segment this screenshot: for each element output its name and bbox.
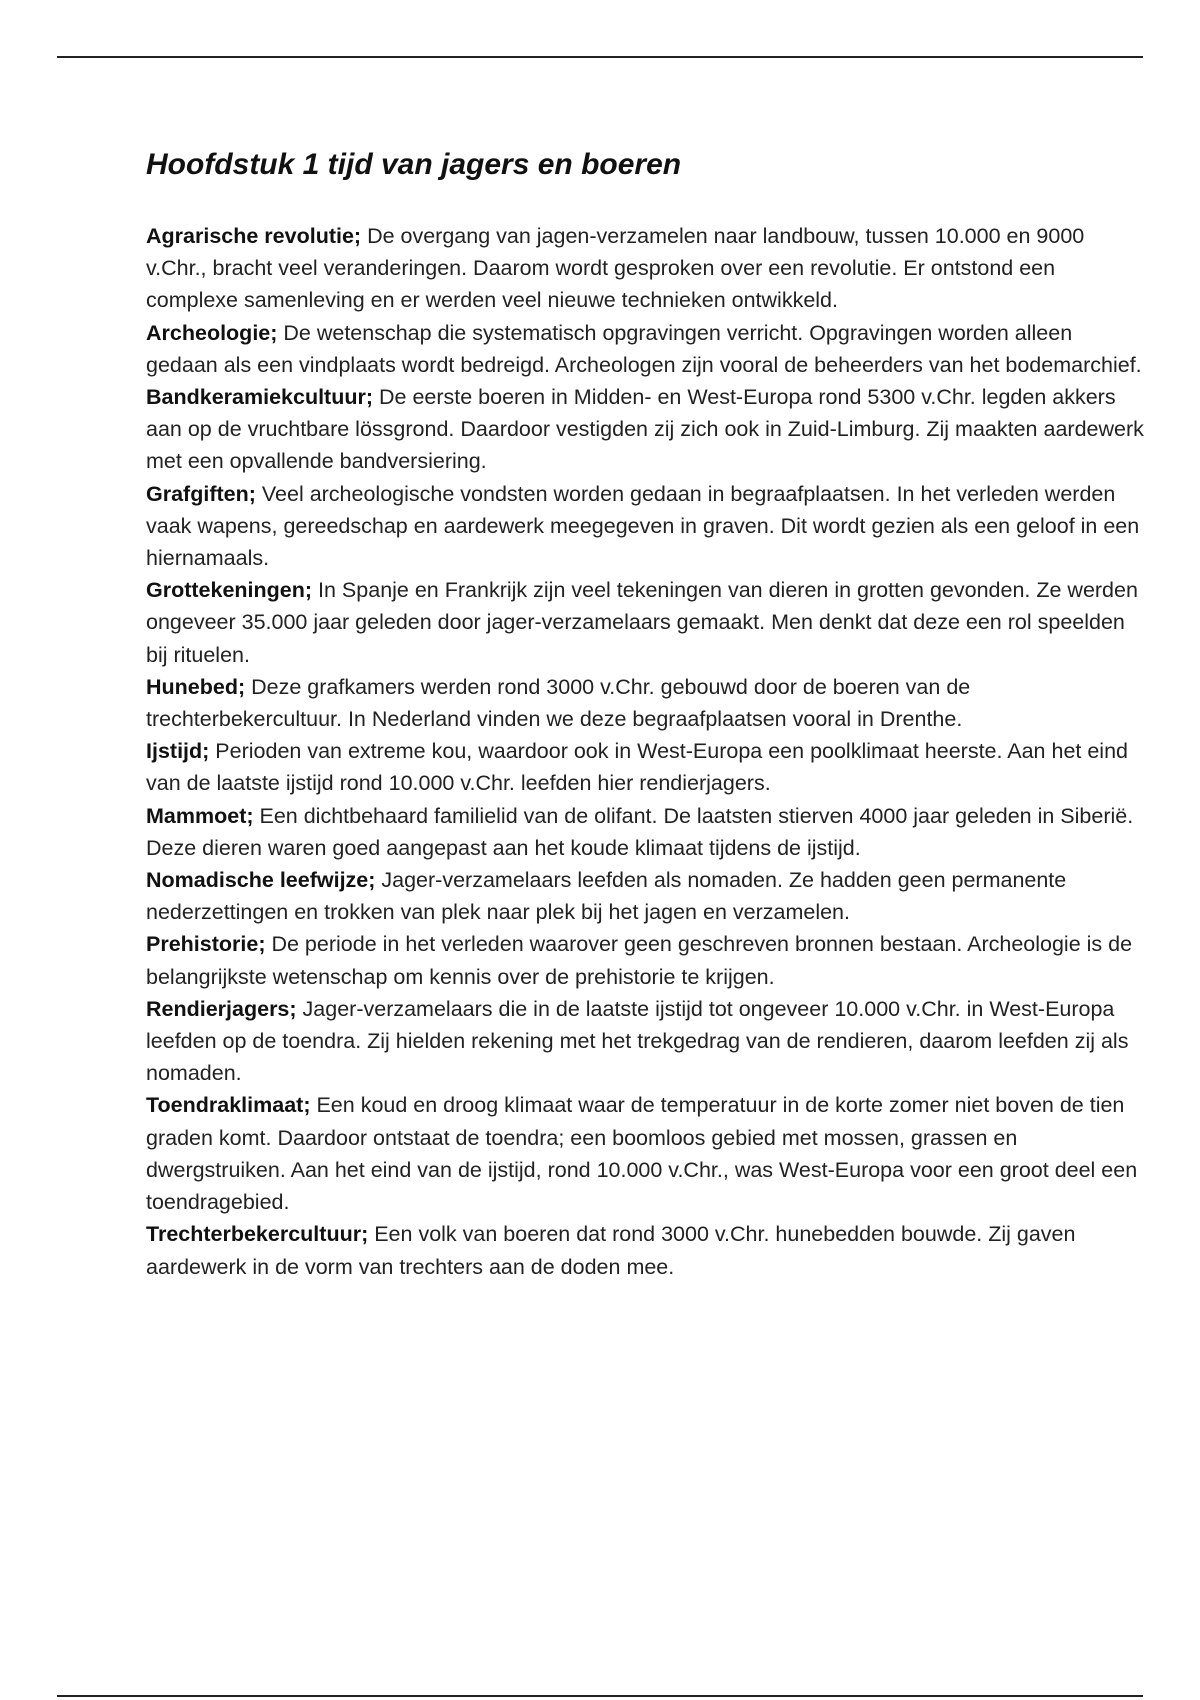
- glossary-entry-mammoet: [146, 800, 1146, 864]
- bottom-horizontal-rule: [57, 1695, 1143, 1697]
- glossary-term: Toendraklimaat;: [146, 1093, 311, 1118]
- glossary-entry-rendierjagers: [146, 993, 1146, 1090]
- glossary-term: Rendierjagers;: [146, 996, 297, 1021]
- glossary-term: Nomadische leefwijze;: [146, 868, 376, 893]
- glossary-entry-grottekeningen: [146, 574, 1146, 671]
- document-body: [146, 146, 1146, 1283]
- glossary-definition: De overgang van jagen-verzamelen naar landbouw, tussen 10.000 en 9000 v.Chr., bracht veel veranderingen. Daarom wordt gesproken over een revolutie. Er ontstond een complexe samenleving en er werden veel nieuwe technieken ontwikkeld.: [146, 224, 1085, 313]
- glossary-term: Grafgiften;: [146, 481, 256, 506]
- glossary-entry-prehistorie: [146, 928, 1146, 992]
- glossary-list: [146, 220, 1146, 1283]
- glossary-entry-archeologie: [146, 317, 1146, 381]
- top-horizontal-rule: [57, 56, 1143, 58]
- glossary-entry-bandkeramiekcultuur: [146, 381, 1146, 478]
- glossary-definition: De eerste boeren in Midden- en West-Europa rond 5300 v.Chr. legden akkers aan op de vruchtbare lössgrond. Daardoor vestigden zij zich ook in Zuid-Limburg. Zij maakten aardewerk met een opvallende bandversiering.: [146, 385, 1144, 474]
- glossary-definition: De periode in het verleden waarover geen geschreven bronnen bestaan. Archeologie is de belangrijkste wetenschap om kennis over de prehistorie te krijgen.: [146, 932, 1133, 989]
- glossary-definition: In Spanje en Frankrijk zijn veel tekeningen van dieren in grotten gevonden. Ze werden ongeveer 35.000 jaar geleden door jager-verzamelaars gemaakt. Men denkt dat deze een rol speelden bij rituelen.: [146, 578, 1138, 667]
- glossary-entry-toendraklimaat: [146, 1089, 1146, 1218]
- page-title: Hoofdstuk 1 tijd van jagers en boeren: [146, 148, 682, 181]
- glossary-entry-agrarische-revolutie: [146, 220, 1146, 317]
- glossary-term: Grottekeningen;: [146, 578, 313, 603]
- glossary-definition: Deze grafkamers werden rond 3000 v.Chr. gebouwd door de boeren van de trechterbekercultuur. In Nederland vinden we deze begraafplaatsen vooral in Drenthe.: [146, 674, 971, 732]
- glossary-term: Agrarische revolutie;: [146, 224, 362, 248]
- glossary-entry-hunebed: [146, 671, 1146, 735]
- glossary-definition: Veel archeologische vondsten worden gedaan in begraafplaatsen. In het verleden werden vaak wapens, gereedschap en aardewerk meegegeven in graven. Dit wordt gezien als een geloof in een hiernamaals.: [146, 481, 1140, 571]
- glossary-definition: De wetenschap die systematisch opgravingen verricht. Opgravingen worden alleen gedaan als een vindplaats wordt bedreigd. Archeologen zijn vooral de beheerders van het bodemarchief.: [146, 320, 1142, 377]
- glossary-definition: Jager-verzamelaars die in de laatste ijstijd tot ongeveer 10.000 v.Chr. in West-Europa leefden op de toendra. Zij hielden rekening met het trekgedrag van de rendieren, daarom leefden zij als nomaden.: [146, 996, 1129, 1086]
- glossary-entry-ijstijd: [146, 735, 1146, 799]
- glossary-definition: Een koud en droog klimaat waar de temperatuur in de korte zomer niet boven de tien graden komt. Daardoor ontstaat de toendra; een boomloos gebied met mossen, grassen en dwergstruiken. Aan het eind van de ijstijd, rond 10.000 v.Chr., was West-Europa voor een groot deel een toendragebied.: [146, 1093, 1138, 1215]
- glossary-definition: Perioden van extreme kou, waardoor ook in West-Europa een poolklimaat heerste. Aan het eind van de laatste ijstijd rond 10.000 v.Chr. leefden hier rendierjagers.: [146, 739, 1128, 796]
- glossary-definition: Jager-verzamelaars leefden als nomaden. Ze hadden geen permanente nederzettingen en trokken van plek naar plek bij het jagen en verzamelen.: [146, 868, 1067, 925]
- glossary-definition: Een volk van boeren dat rond 3000 v.Chr. hunebedden bouwde. Zij gaven aardewerk in de vorm van trechters aan de doden mee.: [146, 1222, 1076, 1279]
- glossary-term: Prehistorie;: [146, 932, 266, 957]
- glossary-term: Bandkeramiekcultuur;: [146, 385, 374, 410]
- glossary-entry-nomadische-leefwijze: [146, 864, 1146, 928]
- glossary-term: Hunebed;: [146, 674, 246, 699]
- glossary-definition: Een dichtbehaard familielid van de olifant. De laatsten stierven 4000 jaar geleden in Siberië. Deze dieren waren goed aangepast aan het koude klimaat tijdens de ijstijd.: [146, 803, 1134, 860]
- glossary-term: Trechterbekercultuur;: [146, 1222, 369, 1247]
- glossary-term: Mammoet;: [146, 803, 254, 828]
- glossary-entry-grafgiften: [146, 478, 1146, 575]
- glossary-entry-trechterbekercultuur: [146, 1218, 1146, 1282]
- glossary-term: Archeologie;: [146, 320, 278, 345]
- glossary-term: Ijstijd;: [146, 739, 210, 764]
